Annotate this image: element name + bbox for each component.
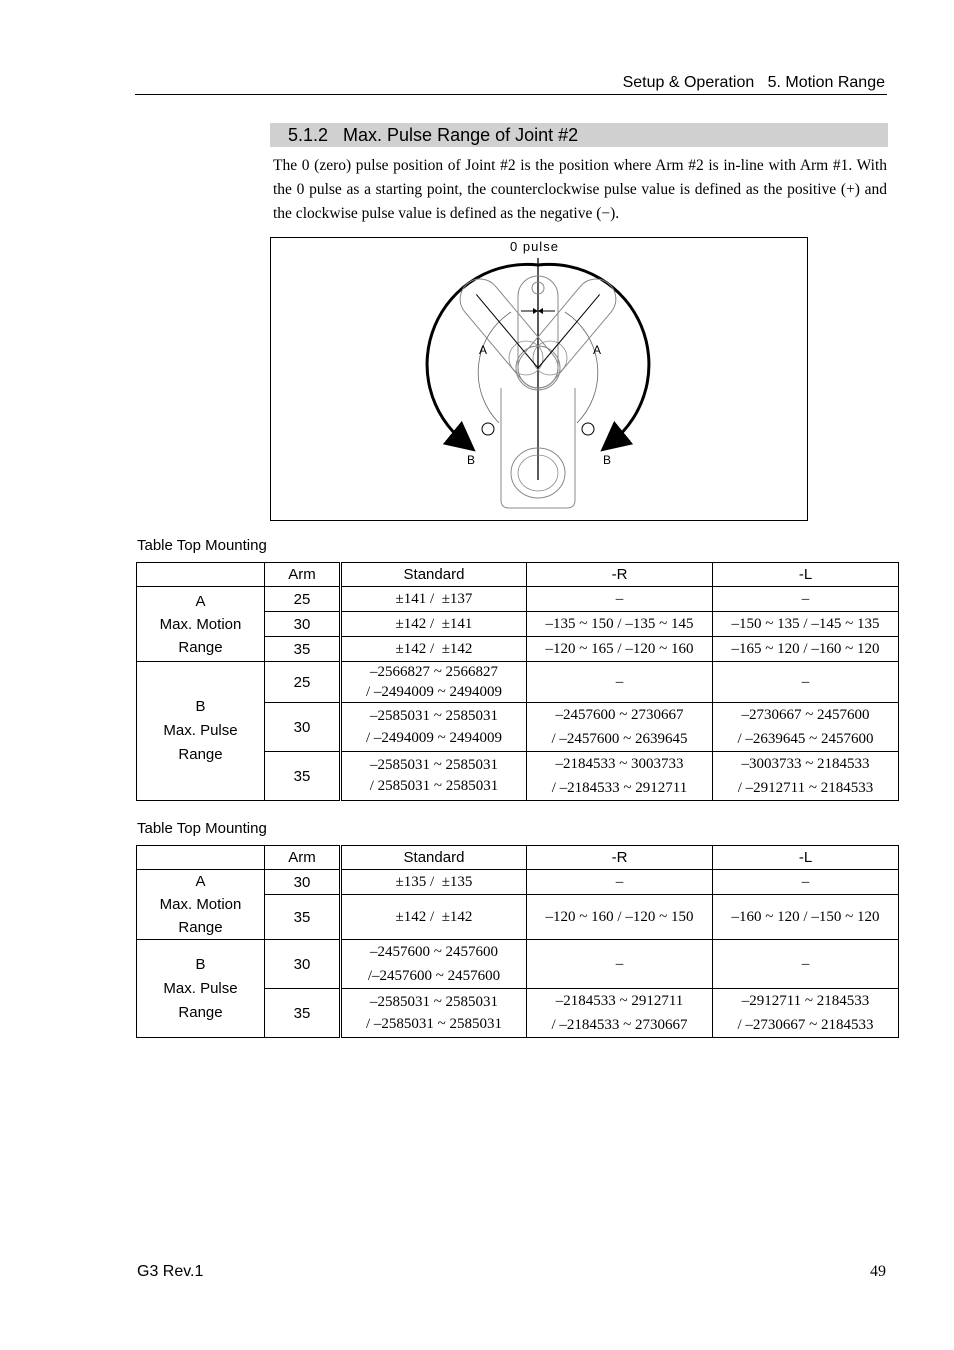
table1-header-arm: Arm: [265, 563, 341, 587]
table-cell: –160 ~ 120 / –150 ~ 120: [713, 895, 899, 940]
table1-header-standard: Standard: [341, 563, 527, 587]
table-cell: –: [527, 587, 713, 612]
table-cell: 30: [265, 940, 341, 989]
section-heading: [270, 123, 888, 147]
table-cell: 30: [265, 612, 341, 637]
intro-paragraph: The 0 (zero) pulse position of Joint #2 is the position where Arm #2 is in-line with Arm #1. With the 0 pulse as a starting point, the counterclockwise pulse value is defined as the positive (+) and the clockwise pulse value is defined as the negative (−).: [273, 157, 887, 222]
table2-caption: Table Top Mounting: [137, 820, 267, 837]
table-cell: 35: [265, 752, 341, 801]
table-cell: –2912711 ~ 2184533 / –2730667 ~ 2184533: [713, 989, 899, 1038]
table-cell: ±142 / ±141: [341, 612, 527, 637]
label-a-left: A: [479, 343, 488, 357]
table-cell: –2184533 ~ 2912711 / –2184533 ~ 2730667: [527, 989, 713, 1038]
table-cell: ±142 / ±142: [341, 895, 527, 940]
table-cell: –: [713, 662, 899, 703]
table-cell: –: [713, 587, 899, 612]
header-text: Setup & Operation 5. Motion Range: [622, 74, 885, 91]
table-cell: –: [527, 870, 713, 895]
table2-header-standard: Standard: [341, 846, 527, 870]
table-cell: –2457600 ~ 2730667 / –2457600 ~ 2639645: [527, 703, 713, 752]
table-cell: –3003733 ~ 2184533 / –2912711 ~ 2184533: [713, 752, 899, 801]
section-title: 5.1.2 Max. Pulse Range of Joint #2: [288, 125, 579, 145]
table-cell: –2457600 ~ 2457600 /–2457600 ~ 2457600: [341, 940, 527, 989]
table-cell: –150 ~ 135 / –145 ~ 135: [713, 612, 899, 637]
table1-group-a: A Max. Motion Range: [137, 587, 265, 662]
table-cell: –120 ~ 165 / –120 ~ 160: [527, 637, 713, 662]
zero-pulse-label: 0 pulse: [510, 239, 559, 254]
table1-group-b: B Max. Pulse Range: [137, 662, 265, 801]
table1-caption: Table Top Mounting: [137, 537, 267, 554]
table-cell: –: [713, 870, 899, 895]
table-cell: –2585031 ~ 2585031 / –2585031 ~ 2585031: [341, 989, 527, 1038]
table-cell: –: [527, 662, 713, 703]
table2: [136, 845, 899, 1038]
label-b-left: B: [467, 453, 476, 467]
table-cell: –120 ~ 160 / –120 ~ 150: [527, 895, 713, 940]
table-cell: –2184533 ~ 3003733 / –2184533 ~ 2912711: [527, 752, 713, 801]
table-cell: 25: [265, 587, 341, 612]
table2-header-l: -L: [713, 846, 899, 870]
inner-arc-right: [565, 312, 598, 423]
table-row: [137, 662, 899, 703]
table-cell: 35: [265, 637, 341, 662]
table-cell: –2585031 ~ 2585031 / 2585031 ~ 2585031: [341, 752, 527, 801]
table1-header-r: -R: [527, 563, 713, 587]
table-cell: –165 ~ 120 / –160 ~ 120: [713, 637, 899, 662]
table-row: [137, 940, 899, 989]
table-cell: 30: [265, 870, 341, 895]
joint2-diagram: [271, 238, 807, 520]
table2-corner: [137, 846, 265, 870]
table-cell: –2730667 ~ 2457600 / –2639645 ~ 2457600: [713, 703, 899, 752]
table1-header-l: -L: [713, 563, 899, 587]
table2-group-a: A Max. Motion Range: [137, 870, 265, 940]
inner-arc-left: [478, 312, 511, 423]
table-cell: –2585031 ~ 2585031 / –2494009 ~ 2494009: [341, 703, 527, 752]
table2-header-arm: Arm: [265, 846, 341, 870]
table2-header-r: -R: [527, 846, 713, 870]
table-cell: –: [713, 940, 899, 989]
page-number: 49: [870, 1263, 886, 1280]
table-cell: ±142 / ±142: [341, 637, 527, 662]
table-row: [137, 587, 899, 612]
footer-revision: G3 Rev.1: [137, 1263, 204, 1280]
page-header: [135, 72, 887, 95]
label-b-right: B: [603, 453, 612, 467]
table-cell: –2566827 ~ 2566827 / –2494009 ~ 2494009: [341, 662, 527, 703]
table-cell: 35: [265, 989, 341, 1038]
table-cell: 25: [265, 662, 341, 703]
table-cell: 30: [265, 703, 341, 752]
table1-corner: [137, 563, 265, 587]
table-cell: 35: [265, 895, 341, 940]
table2-group-b: B Max. Pulse Range: [137, 940, 265, 1038]
table-row: [137, 870, 899, 895]
table-cell: –: [527, 940, 713, 989]
table-cell: ±141 / ±137: [341, 587, 527, 612]
table1: [136, 562, 899, 801]
table-cell: ±135 / ±135: [341, 870, 527, 895]
table-cell: –135 ~ 150 / –135 ~ 145: [527, 612, 713, 637]
label-a-right: A: [593, 343, 602, 357]
joint2-figure: [270, 237, 808, 521]
